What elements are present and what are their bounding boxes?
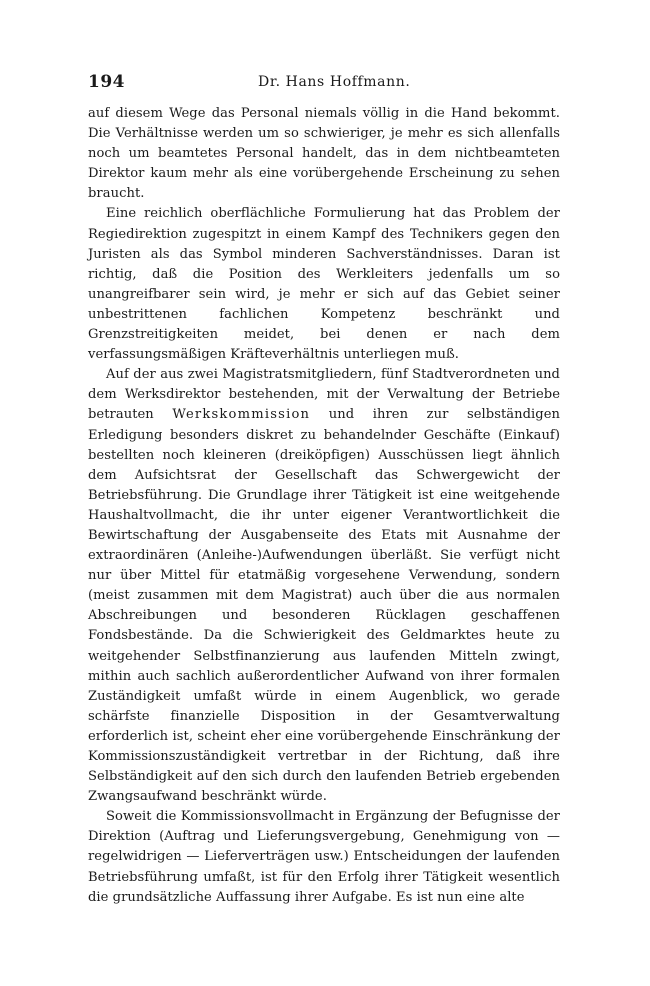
paragraph: Eine reichlich oberflächliche Formulierung hat das Problem der Regiedirektion zugespitzt in einem Kampf des Technikers gegen den Juristen als das Symbol minderen Sachverständnisses. Daran ist richtig, daß die Position des Werkleiters jedenfalls um so unangreifbarer sein wird, je mehr er sich auf das Gebiet seiner unbestrittenen fachlichen Kompetenz beschränkt und Grenzstreitigkeiten meidet, bei denen er nach dem verfassungsmäßigen Kräfteverhältnis unterliegen muß. (88, 206, 560, 363)
running-head: Dr. Hans Hoffmann. (258, 74, 411, 90)
paragraph-text: Auf der aus zwei Magistratsmitgliedern, fünf Stadtverordneten und dem Werksdirektor bestehenden, mit der Verwaltung der Betriebe betrauten (88, 367, 560, 423)
page-header (88, 72, 560, 94)
emphasized-term: Werkskommission (172, 407, 311, 423)
body-text (88, 104, 560, 908)
paragraph: auf diesem Wege das Personal niemals völlig in die Hand bekommt. Die Verhältnisse werden um so schwieriger, je mehr es sich allenfalls noch um beamtetes Personal handelt, das in dem nichtbeamteten Direktor kaum mehr als eine vorübergehende Erscheinung zu sehen braucht. (88, 106, 560, 202)
page-number: 194 (88, 72, 125, 92)
paragraph (88, 365, 560, 807)
paragraph: Soweit die Kommissionsvollmacht in Ergänzung der Befugnisse der Direktion (Auftrag und Lieferungsvergebung, Genehmigung von — regelwidrigen — Lieferverträgen usw.) Entscheidungen der laufenden Betriebsführung umfaßt, ist für den Erfolg ihrer Tätigkeit wesentlich die grundsätzliche Auffassung ihrer Aufgabe. Es ist nun eine alte (88, 809, 560, 905)
book-page (88, 72, 560, 908)
paragraph-text: und ihren zur selbständigen Erledigung besonders diskret zu behandelnder Geschäfte (Einkauf) bestellten noch kleineren (dreiköpfigen) Ausschüssen liegt ähnlich dem Aufsichtsrat der Gesellschaft das Schwergewicht der Betriebsführung. Die Grundlage ihrer Tätigkeit ist eine weitgehende Haushaltvollmacht, die ihr unter eigener Verantwortlichkeit die Bewirtschaftung der Ausgabenseite des Etats mit Ausnahme der extraordinären (Anleihe-)Aufwendungen überläßt. Sie verfügt nicht nur über Mittel für etatmäßig vorgesehene Verwendung, sondern (meist zusammen mit dem Magistrat) auch über die aus normalen Abschreibungen und besonderen Rücklagen geschaffenen Fondsbestände. Da die Schwierigkeit des Geldmarktes heute zu weitgehender Selbstfinanzierung aus laufenden Mitteln zwingt, mithin auch sachlich außerordentlicher Aufwand von ihrer formalen Zuständigkeit umfaßt würde in einem Augenblick, wo gerade schärfste finanzielle Disposition in der Gesamtverwaltung erforderlich ist, scheint eher eine vorübergehende Einschränkung der Kommissionszuständigkeit vertretbar in der Richtung, daß ihre Selbständigkeit auf den sich durch den laufenden Betrieb ergebenden Zwangsaufwand beschränkt würde. (88, 407, 560, 805)
